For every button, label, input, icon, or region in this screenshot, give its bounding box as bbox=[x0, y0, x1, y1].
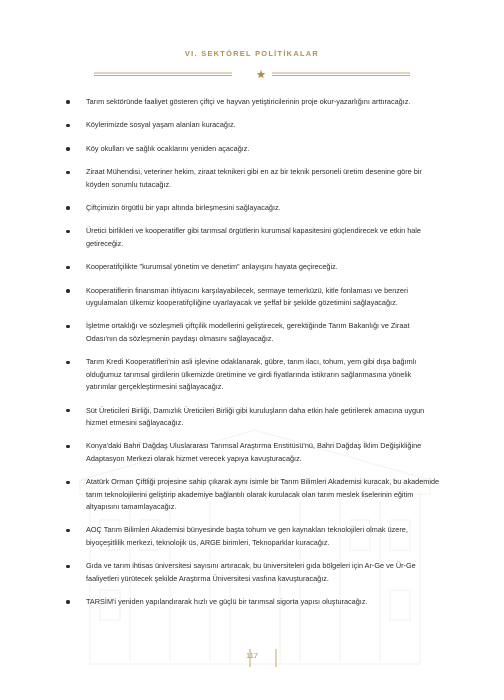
bullet-icon bbox=[66, 565, 70, 569]
list-item bbox=[66, 440, 442, 465]
list-item bbox=[66, 96, 442, 108]
list-item bbox=[66, 356, 442, 393]
list-item-text: Tarım sektöründe faaliyet gösteren çiftçi ve hayvan yetiştiricilerinin proje okur-yazarlığını arttıracağız. bbox=[86, 97, 411, 106]
bullet-icon bbox=[66, 230, 70, 234]
list-item bbox=[66, 166, 442, 191]
list-item bbox=[66, 119, 442, 131]
list-item-text: Üretici birlikleri ve kooperatifler gibi tarımsal örgütlerin kurumsal kapasitesini güçlendirecek ve etkin hale getireceğiz. bbox=[86, 226, 421, 248]
list-item-text: Ziraat Mühendisi, veteriner hekim, ziraat teknikeri gibi en az bir teknik personeli üretim desenine göre bir köyden sorumlu tutacağız. bbox=[86, 167, 422, 189]
bullet-icon bbox=[66, 100, 70, 104]
page-number: 117 bbox=[246, 651, 258, 660]
list-item-text: Konya'daki Bahri Dağdaş Uluslararası Tarımsal Araştırma Enstitüsü'nü, Bahri Dağdaş İklim Değişikliğine Adaptasyon Merkezi olarak hizmet verecek yapıya kavuşturacağız. bbox=[86, 441, 422, 463]
list-item bbox=[66, 225, 442, 250]
list-item bbox=[66, 261, 442, 273]
bullet-icon bbox=[66, 600, 70, 604]
list-item bbox=[66, 596, 442, 608]
bullet-icon bbox=[66, 289, 70, 293]
list-item bbox=[66, 524, 442, 549]
list-item-text: İşletme ortaklığı ve sözleşmeli çiftçilik modellerini geliştirecek, gerektiğinde Tarım Bakanlığı ve Ziraat Odası'nın da sözleşmenin paydaşı olmasını sağlayacağız. bbox=[86, 321, 410, 343]
list-item-text: Süt Üreticileri Birliği, Damızlık Üreticileri Birliği gibi kuruluşların daha etkin hale getirilerek amacına uygun hizmet etmesini sağlayacağız. bbox=[86, 405, 425, 427]
list-item-text: Köylerimizde sosyal yaşam alanları kuracağız. bbox=[86, 120, 236, 130]
list-item bbox=[66, 320, 442, 345]
bullet-icon bbox=[66, 529, 70, 533]
bullet-icon bbox=[66, 206, 70, 210]
bullet-icon bbox=[66, 361, 70, 365]
bullet-icon bbox=[66, 171, 70, 175]
list-item bbox=[66, 405, 442, 430]
list-item-text: Atatürk Orman Çiftliği projesine sahip çıkarak aynı isimle bir Tarım Bilimleri Akademisi kuracak, bu akademide tarım teknolojilerini geliştirip akademiye bağlantılı olarak kurulacak olan tarım meslek liselerinin eğitim altyapısını tamamlayacağız. bbox=[86, 477, 440, 511]
crescent-star-icon bbox=[94, 62, 410, 86]
bullet-icon bbox=[66, 266, 70, 270]
bullet-icon bbox=[66, 325, 70, 329]
list-item bbox=[66, 143, 442, 155]
list-item-text: Tarım Kredi Kooperatifleri'nin asli işlevine odaklanarak, gübre, tarım ilacı, tohum, yem gibi dışa bağımlı olduğumuz tarımsal girdilerin ülkemizde üretimine ve girdi fiyatlarında istikrarın sağlanmasına yönelik yatırımlar gerçekleştirmesini sağlayacağız. bbox=[86, 357, 417, 392]
list-item-text: Kooperatiflerin finansman ihtiyacını karşılayabilecek, sermaye temerküzü, kitle fonlaması ve benzeri uygulamaları ülkemiz kooperatifçiliğine uyarlayacak ve şeffaf bir şekilde gözetimini sağlayacağız. bbox=[86, 285, 409, 308]
list-item-text: Köy okulları ve sağlık ocaklarını yeniden açacağız. bbox=[86, 143, 250, 153]
list-item-text: Kooperatifçilikte "kurumsal yönetim ve denetim" anlayışını hayata geçireceğiz. bbox=[86, 262, 338, 272]
list-item-text: Çiftçimizin örgütlü bir yapı altında birleşmesini sağlayacağız. bbox=[86, 203, 281, 213]
bullet-icon bbox=[66, 445, 70, 449]
bullet-list bbox=[66, 96, 442, 608]
list-item bbox=[66, 476, 442, 513]
list-item bbox=[66, 285, 442, 310]
bullet-icon bbox=[66, 124, 70, 128]
list-item bbox=[66, 560, 442, 585]
list-item-text: AOÇ Tarım Bilimleri Akademisi bünyesinde başta tohum ve gen kaynakları teknolojileri olmak üzere, biyoçeşitlilik merkezi, teknolojik üs, ARGE birimleri, Teknoparklar kuracağız. bbox=[86, 525, 408, 547]
bullet-icon bbox=[66, 147, 70, 151]
bullet-icon bbox=[66, 481, 70, 485]
list-item-text: TARSİM'i yeniden yapılandırarak hızlı ve güçlü bir tarımsal sigorta yapısı oluşturacağız. bbox=[86, 596, 368, 606]
list-item bbox=[66, 202, 442, 214]
section-title: VI. SEKTÖREL POLİTİKALAR bbox=[184, 49, 320, 58]
bullet-icon bbox=[66, 409, 70, 413]
list-item-text: Gıda ve tarım ihtisas üniversitesi sayısını artıracak, bu üniversiteleri gıda bölgeleri için Ar-Ge ve Ür-Ge faaliyetleri yürütecek şekilde Araştırma Üniversitesi vasfına kavuşturacağız. bbox=[86, 561, 416, 583]
